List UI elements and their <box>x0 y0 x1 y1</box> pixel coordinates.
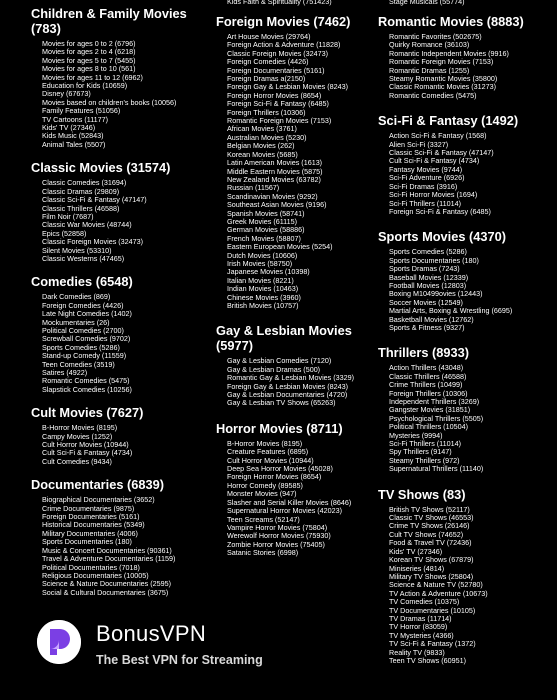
subcategory-item: Classic Sci-Fi & Fantasy (47147) <box>389 149 494 158</box>
subcategory-item: Sports Comedies (5286) <box>42 343 120 352</box>
category-section <box>31 160 216 263</box>
subcategory-list <box>42 179 216 263</box>
subcategory-item: Cult TV Shows (74652) <box>389 530 464 539</box>
subcategory-item: Alien Sci-Fi (3327) <box>389 140 449 149</box>
brand-footer <box>37 620 337 700</box>
subcategory-item: Romantic Favorites (502675) <box>389 33 482 41</box>
subcategory-item: Classic Thrillers (46588) <box>389 372 467 381</box>
subcategory-item: Teen Comedies (3519) <box>42 360 115 369</box>
subcategory-item: Zombie Horror Movies (75405) <box>227 540 325 549</box>
category-section <box>31 477 216 597</box>
subcategory-item: Foreign Thrillers (10306) <box>227 108 306 117</box>
subcategory-item: Romantic Foreign Movies (7153) <box>227 117 332 126</box>
subcategory-item: Fantasy Movies (9744) <box>389 165 463 174</box>
subcategory-item: Movies for ages 11 to 12 (6962) <box>42 73 143 82</box>
subcategory-item: TV Comedies (10375) <box>389 598 460 607</box>
subcategory-item: Chinese Movies (3960) <box>227 293 301 302</box>
subcategory-item: Classic Foreign Movies (32473) <box>227 49 329 58</box>
subcategory-item: Australian Movies (5230) <box>227 133 307 142</box>
category-heading: Horror Movies (8711) <box>216 420 343 436</box>
subcategory-item: German Movies (58886) <box>227 226 305 235</box>
subcategory-item: Foreign Documentaries (5161) <box>42 513 140 522</box>
subcategory-list <box>389 364 557 473</box>
truncated-list-item: Kids Faith & Spirituality (751423) <box>227 0 332 6</box>
subcategory-item: Classic Thrillers (46588) <box>42 204 120 213</box>
subcategory-list <box>389 248 557 332</box>
category-section <box>378 113 557 216</box>
subcategory-item: Religious Documentaries (10005) <box>42 571 149 580</box>
subcategory-item: Foreign Sci-Fi & Fantasy (6485) <box>227 100 329 109</box>
subcategory-item: Steamy Romantic Movies (35800) <box>389 75 498 84</box>
subcategory-item: Food & Travel TV (72436) <box>389 539 472 548</box>
subcategory-item: Mockumentaries (26) <box>42 318 110 327</box>
subcategory-item: Scandinavian Movies (9292) <box>227 192 318 201</box>
subcategory-item: TV Cartoons (11177) <box>42 115 109 124</box>
subcategory-item: Satires (4922) <box>42 369 88 377</box>
subcategory-item: Classic Sci-Fi & Fantasy (47147) <box>42 196 147 205</box>
subcategory-item: Belgian Movies (262) <box>227 142 295 151</box>
subcategory-list <box>389 506 557 666</box>
subcategory-list <box>42 496 216 597</box>
category-section <box>216 323 378 407</box>
bonusvpn-logo-icon <box>37 620 81 664</box>
subcategory-item: Foreign Dramas a(2150) <box>227 75 306 84</box>
subcategory-item: British TV Shows (52117) <box>389 505 470 514</box>
subcategory-item: Slasher and Serial Killer Movies (8646) <box>227 498 352 507</box>
subcategory-item: Cult Horror Movies (10944) <box>227 456 314 465</box>
subcategory-item: Foreign Thrillers (10306) <box>389 389 468 398</box>
subcategory-item: Silent Movies (53310) <box>42 246 112 255</box>
subcategory-item: Romantic Comedies (5475) <box>389 91 477 100</box>
category-heading: Classic Movies (31574) <box>31 160 171 176</box>
subcategory-item: Movies for ages 8 to 10 (561) <box>42 65 136 74</box>
subcategory-item: Movies based on children's books (10056) <box>42 98 177 107</box>
subcategory-item: Family Features (51056) <box>42 107 121 116</box>
subcategory-item: Gay & Lesbian Dramas (500) <box>227 365 321 374</box>
subcategory-item: Romantic Comedies (5475) <box>42 377 130 386</box>
subcategory-item: Horror Comedy (89585) <box>227 481 303 490</box>
subcategory-item: Foreign Action & Adventure (11828) <box>227 41 341 50</box>
category-heading: Gay & Lesbian Movies (5977) <box>216 323 352 354</box>
category-heading: Children & Family Movies (783) <box>31 6 187 36</box>
subcategory-item: Mysteries (9994) <box>389 431 443 440</box>
subcategory-item: Cult Comedies (9434) <box>42 457 112 466</box>
subcategory-item: Sci-Fi Thrillers (11014) <box>389 199 462 208</box>
category-section <box>31 6 216 149</box>
subcategory-item: Travel & Adventure Documentaries (1159) <box>42 555 176 564</box>
subcategory-item: Japanese Movies (10398) <box>227 268 310 277</box>
subcategory-item: Sci-Fi Dramas (3916) <box>389 182 458 191</box>
subcategory-item: Foreign Comedies (4426) <box>227 58 309 67</box>
subcategory-item: Campy Movies (1252) <box>42 432 113 441</box>
subcategory-item: Kids' TV (27346) <box>389 547 443 556</box>
subcategory-item: Korean TV Shows (67879) <box>389 556 474 565</box>
subcategory-item: Art House Movies (29764) <box>227 33 311 41</box>
subcategory-item: Education for Kids (10659) <box>42 82 128 91</box>
subcategory-item: Foreign Sci-Fi & Fantasy (6485) <box>389 207 491 216</box>
subcategory-list <box>42 293 216 394</box>
subcategory-item: Foreign Horror Movies (8654) <box>227 91 322 100</box>
subcategory-item: Sci-Fi Thrillers (11014) <box>389 440 462 449</box>
subcategory-item: TV Dramas (11714) <box>389 614 452 623</box>
subcategory-item: B-Horror Movies (8195) <box>227 439 303 448</box>
subcategory-item: French Movies (58807) <box>227 234 301 243</box>
subcategory-item: Movies for ages 5 to 7 (5455) <box>42 56 136 65</box>
subcategory-item: TV Sci-Fi & Fantasy (1372) <box>389 640 476 649</box>
subcategory-item: Epics (52858) <box>42 229 87 238</box>
subcategory-item: Dark Comedies (869) <box>42 293 111 302</box>
subcategory-item: Cult Sci-Fi & Fantasy (4734) <box>389 157 480 166</box>
subcategory-item: Vampire Horror Movies (75804) <box>227 523 328 532</box>
category-heading: Sports Movies (4370) <box>378 229 507 245</box>
subcategory-item: Science & Nature Documentaries (2595) <box>42 580 172 589</box>
subcategory-item: Screwball Comedies (9702) <box>42 335 131 344</box>
subcategory-item: Classic Westerns (47465) <box>42 254 125 263</box>
subcategory-item: Film Noir (7687) <box>42 212 94 221</box>
subcategory-item: Kids' TV (27346) <box>42 124 96 133</box>
subcategory-item: Foreign Gay & Lesbian Movies (8243) <box>227 382 349 391</box>
subcategory-item: Soccer Movies (12549) <box>389 298 463 307</box>
subcategory-item: Music & Concert Documentaries (90361) <box>42 546 172 555</box>
subcategory-item: Crime Documentaries (9875) <box>42 504 135 513</box>
subcategory-item: Gay & Lesbian TV Shows (65263) <box>227 399 336 408</box>
subcategory-item: Animal Tales (5507) <box>42 140 106 149</box>
truncated-list-item: Stage Musicals (55774) <box>389 0 465 6</box>
brand-name: BonusVPN <box>96 621 207 646</box>
category-heading: Romantic Movies (8883) <box>378 14 524 29</box>
subcategory-item: Classic Dramas (29809) <box>42 187 120 196</box>
subcategory-item: Science & Nature TV (52780) <box>389 581 483 590</box>
subcategory-item: Italian Movies (8221) <box>227 276 294 285</box>
subcategory-item: British Movies (10757) <box>227 302 299 310</box>
subcategory-item: Southeast Asian Movies (9196) <box>227 201 327 210</box>
subcategory-item: Greek Movies (61115) <box>227 217 298 226</box>
subcategory-item: Werewolf Horror Movies (75930) <box>227 532 331 541</box>
subcategory-item: African Movies (3761) <box>227 125 297 134</box>
subcategory-item: Movies for ages 2 to 4 (6218) <box>42 48 136 57</box>
subcategory-item: Foreign Horror Movies (8654) <box>227 473 322 482</box>
subcategory-item: Social & Cultural Documentaries (3675) <box>42 588 169 597</box>
subcategory-item: Gangster Movies (31851) <box>389 406 471 415</box>
subcategory-item: Gay & Lesbian Documentaries (4720) <box>227 391 348 400</box>
subcategory-list <box>227 33 378 310</box>
category-heading: Comedies (6548) <box>31 274 133 290</box>
category-section <box>31 274 216 394</box>
category-heading: Sci-Fi & Fantasy (1492) <box>378 113 519 129</box>
category-section <box>216 14 378 310</box>
subcategory-item: Classic Romantic Movies (31273) <box>389 83 497 92</box>
subcategory-item: Historical Documentaries (5349) <box>42 521 145 530</box>
subcategory-item: Psychological Thrillers (5505) <box>389 414 484 423</box>
subcategory-item: Sports Documentaries (180) <box>42 538 132 547</box>
subcategory-item: TV Documentaries (10105) <box>389 606 476 615</box>
subcategory-item: Eastern European Movies (5254) <box>227 243 333 252</box>
category-section <box>378 14 557 100</box>
subcategory-item: Martial Arts, Boxing & Wrestling (6695) <box>389 307 513 316</box>
subcategory-item: Spanish Movies (58741) <box>227 209 305 218</box>
subcategory-item: Baseball Movies (12339) <box>389 273 469 282</box>
subcategory-item: Foreign Comedies (4426) <box>42 301 124 310</box>
subcategory-item: Indian Movies (10463) <box>227 285 299 294</box>
subcategory-item: Football Movies (12803) <box>389 281 467 290</box>
subcategory-item: Military Documentaries (4006) <box>42 529 138 538</box>
category-section <box>378 229 557 332</box>
subcategory-list <box>42 40 216 149</box>
subcategory-item: Supernatural Thrillers (11140) <box>389 465 484 474</box>
category-section <box>216 421 378 558</box>
subcategory-item: Independent Thrillers (3269) <box>389 398 480 406</box>
subcategory-item: Quirky Romance (36103) <box>389 41 470 50</box>
subcategory-item: TV Horror (83059) <box>389 623 448 632</box>
category-column-1 <box>31 0 216 597</box>
category-section <box>31 405 216 466</box>
subcategory-item: Sports Documentaries (180) <box>389 256 479 265</box>
subcategory-item: Movies for ages 0 to 2 (6796) <box>42 40 136 48</box>
subcategory-item: Stand-up Comedy (11559) <box>42 352 127 361</box>
subcategory-item: TV Action & Adventure (10673) <box>389 589 488 598</box>
subcategory-item: Slapstick Comedies (10256) <box>42 385 132 394</box>
category-heading: Cult Movies (7627) <box>31 405 144 421</box>
subcategory-item: Foreign Gay & Lesbian Movies (8243) <box>227 83 349 92</box>
subcategory-item: Irish Movies (58750) <box>227 259 293 268</box>
subcategory-item: Teen TV Shows (60951) <box>389 656 466 665</box>
subcategory-item: Creature Features (6895) <box>227 448 309 457</box>
brand-tagline: The Best VPN for Streaming <box>96 653 263 667</box>
subcategory-item: Action Sci-Fi & Fantasy (1568) <box>389 132 487 141</box>
subcategory-item: Disney (67673) <box>42 90 91 99</box>
subcategory-item: Cult Horror Movies (10944) <box>42 441 129 450</box>
subcategory-item: Crime TV Shows (26146) <box>389 522 470 531</box>
subcategory-item: Romantic Foreign Movies (7153) <box>389 58 494 67</box>
subcategory-item: Dutch Movies (10606) <box>227 251 298 260</box>
subcategory-item: Political Comedies (2700) <box>42 326 124 335</box>
subcategory-item: Sports & Fitness (9327) <box>389 323 465 332</box>
subcategory-item: New Zealand Movies (63782) <box>227 175 321 184</box>
category-column-2 <box>216 0 378 558</box>
subcategory-item: Supernatural Horror Movies (42023) <box>227 507 343 516</box>
subcategory-item: Cult Sci-Fi & Fantasy (4734) <box>42 449 133 458</box>
category-heading: Thrillers (8933) <box>378 345 470 361</box>
subcategory-item: Romantic Gay & Lesbian Movies (3329) <box>227 374 355 383</box>
subcategory-item: Late Night Comedies (1402) <box>42 310 132 319</box>
category-heading: Documentaries (6839) <box>31 477 164 493</box>
subcategory-item: Basketball Movies (12762) <box>389 315 474 324</box>
subcategory-list <box>227 357 378 407</box>
subcategory-item: Political Thrillers (10504) <box>389 423 468 432</box>
subcategory-item: Miniseries (4814) <box>389 564 445 573</box>
subcategory-item: Romantic Dramas (1255) <box>389 66 470 75</box>
subcategory-item: Boxing M10499ovies (12443) <box>389 290 483 299</box>
category-section <box>378 487 557 666</box>
subcategory-item: Satanic Stories (6998) <box>227 549 299 558</box>
subcategory-item: Sports Dramas (7243) <box>389 265 460 274</box>
subcategory-item: Classic Comedies (31694) <box>42 179 127 188</box>
category-section <box>378 345 557 473</box>
subcategory-item: Korean Movies (5685) <box>227 150 298 159</box>
subcategory-item: Deep Sea Horror Movies (45028) <box>227 465 333 474</box>
subcategory-item: Russian (11567) <box>227 184 280 193</box>
subcategory-item: Foreign Documentaries (5161) <box>227 66 325 75</box>
subcategory-item: TV Mysteries (4366) <box>389 631 454 640</box>
subcategory-item: Kids Music (52843) <box>42 132 104 141</box>
category-column-3 <box>378 0 557 665</box>
subcategory-item: Romantic Independent Movies (9916) <box>389 49 509 58</box>
subcategory-item: Latin American Movies (1613) <box>227 159 323 168</box>
subcategory-item: Gay & Lesbian Comedies (7120) <box>227 357 332 366</box>
subcategory-item: Action Thrillers (43048) <box>389 364 464 373</box>
subcategory-item: Teen Screams (52147) <box>227 515 300 524</box>
subcategory-item: Political Documentaries (7018) <box>42 563 140 572</box>
category-heading: TV Shows (83) <box>378 486 466 502</box>
subcategory-list <box>389 132 557 216</box>
subcategory-item: Sci-Fi Adventure (6926) <box>389 174 465 183</box>
subcategory-item: Sports Comedies (5286) <box>389 248 467 257</box>
subcategory-item: Middle Eastern Movies (5875) <box>227 167 323 176</box>
subcategory-item: Military TV Shows (25804) <box>389 572 474 581</box>
subcategory-item: Sci-Fi Horror Movies (1694) <box>389 191 478 200</box>
category-heading: Foreign Movies (7462) <box>216 14 351 29</box>
subcategory-item: Classic War Movies (48744) <box>42 221 132 230</box>
subcategory-list <box>227 440 378 558</box>
subcategory-item: Classic Foreign Movies (32473) <box>42 238 144 247</box>
subcategory-item: Biographical Documentaries (3652) <box>42 496 155 505</box>
subcategory-item: B-Horror Movies (8195) <box>42 424 118 433</box>
subcategory-item: Monster Movies (947) <box>227 490 297 499</box>
subcategory-item: Classic TV Shows (46553) <box>389 514 474 523</box>
subcategory-list <box>389 33 557 100</box>
subcategory-item: Steamy Thrillers (972) <box>389 456 460 465</box>
subcategory-item: Reality TV (9833) <box>389 648 445 657</box>
subcategory-item: Spy Thrillers (9147) <box>389 448 452 457</box>
subcategory-item: Crime Thrillers (10499) <box>389 381 463 390</box>
subcategory-list <box>42 424 216 466</box>
